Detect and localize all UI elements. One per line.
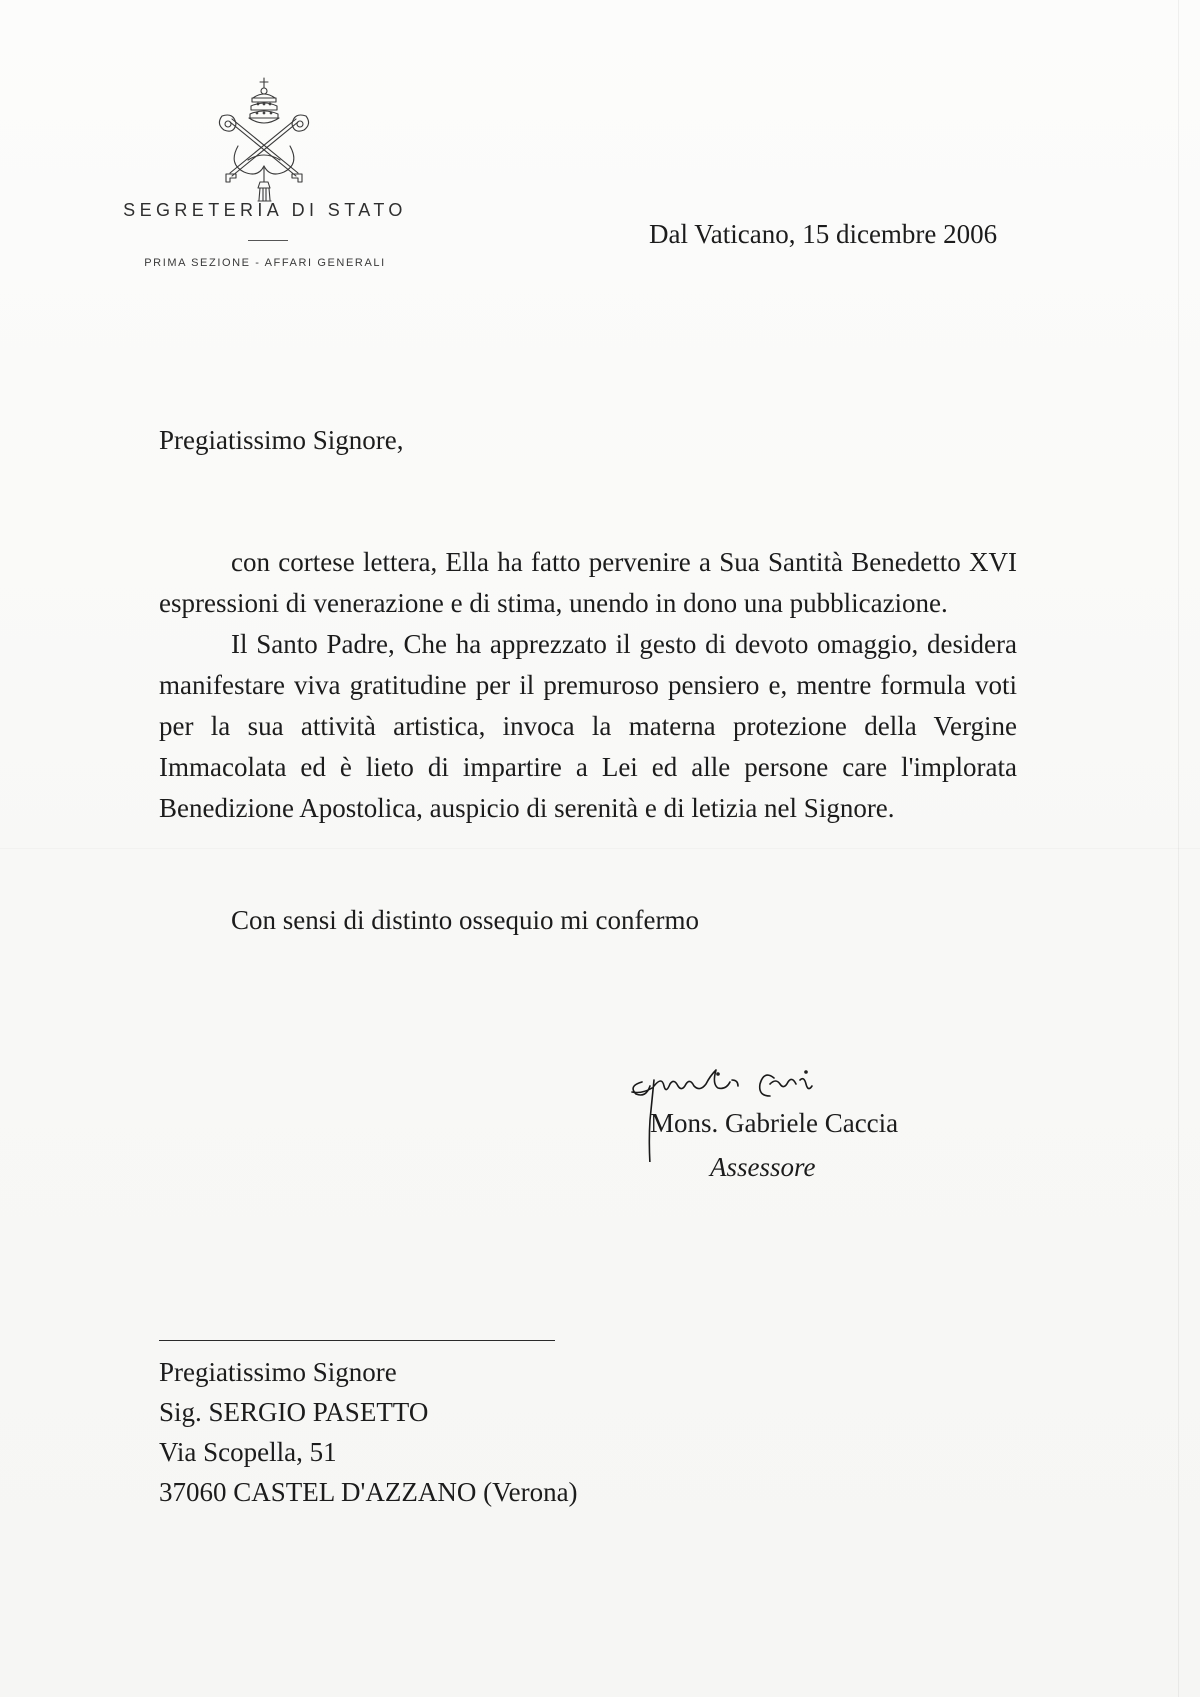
- salutation: Pregiatissimo Signore,: [159, 425, 404, 455]
- signer-title: Assessore: [710, 1152, 816, 1182]
- letterhead-divider: [248, 240, 288, 241]
- closing-formula: Con sensi di distinto ossequio mi confermo: [231, 905, 699, 935]
- address-line: Sig. SERGIO PASETTO: [159, 1397, 429, 1427]
- address-line: 37060 CASTEL D'AZZANO (Verona): [159, 1477, 578, 1507]
- letterhead-section: PRIMA SEZIONE - AFFARI GENERALI: [144, 257, 386, 269]
- papal-coat-of-arms-icon: [208, 76, 320, 204]
- address-line: Pregiatissimo Signore: [159, 1357, 397, 1387]
- body-paragraph: Il Santo Padre, Che ha apprezzato il gesto di devoto omaggio, desidera manifestare viva gratitudine per il premuroso pensiero e, mentre formula voti per la sua attività artistica, invoca la materna protezione della Vergine Immacolata ed è lieto di impartire a Lei ed alle persone care l'implorata Benedizione Apostolica, auspicio di serenità e di letizia nel Signore.: [159, 629, 1017, 823]
- fold-line-horizontal: [0, 848, 1200, 849]
- recipient-address: [159, 1352, 578, 1512]
- dateline: Dal Vaticano, 15 dicembre 2006: [649, 219, 998, 249]
- address-line: Via Scopella, 51: [159, 1437, 337, 1467]
- letterhead-office-name: SEGRETERIA DI STATO: [123, 200, 407, 220]
- letter-body: [159, 542, 1017, 829]
- signer-name: Mons. Gabriele Caccia: [650, 1108, 899, 1138]
- address-divider: [159, 1340, 555, 1341]
- body-paragraph: con cortese lettera, Ella ha fatto pervenire a Sua Santità Benedetto XVI espressioni di venerazione e di stima, unendo in dono una pubblicazione.: [159, 547, 1017, 618]
- handwritten-signature: [624, 1050, 904, 1162]
